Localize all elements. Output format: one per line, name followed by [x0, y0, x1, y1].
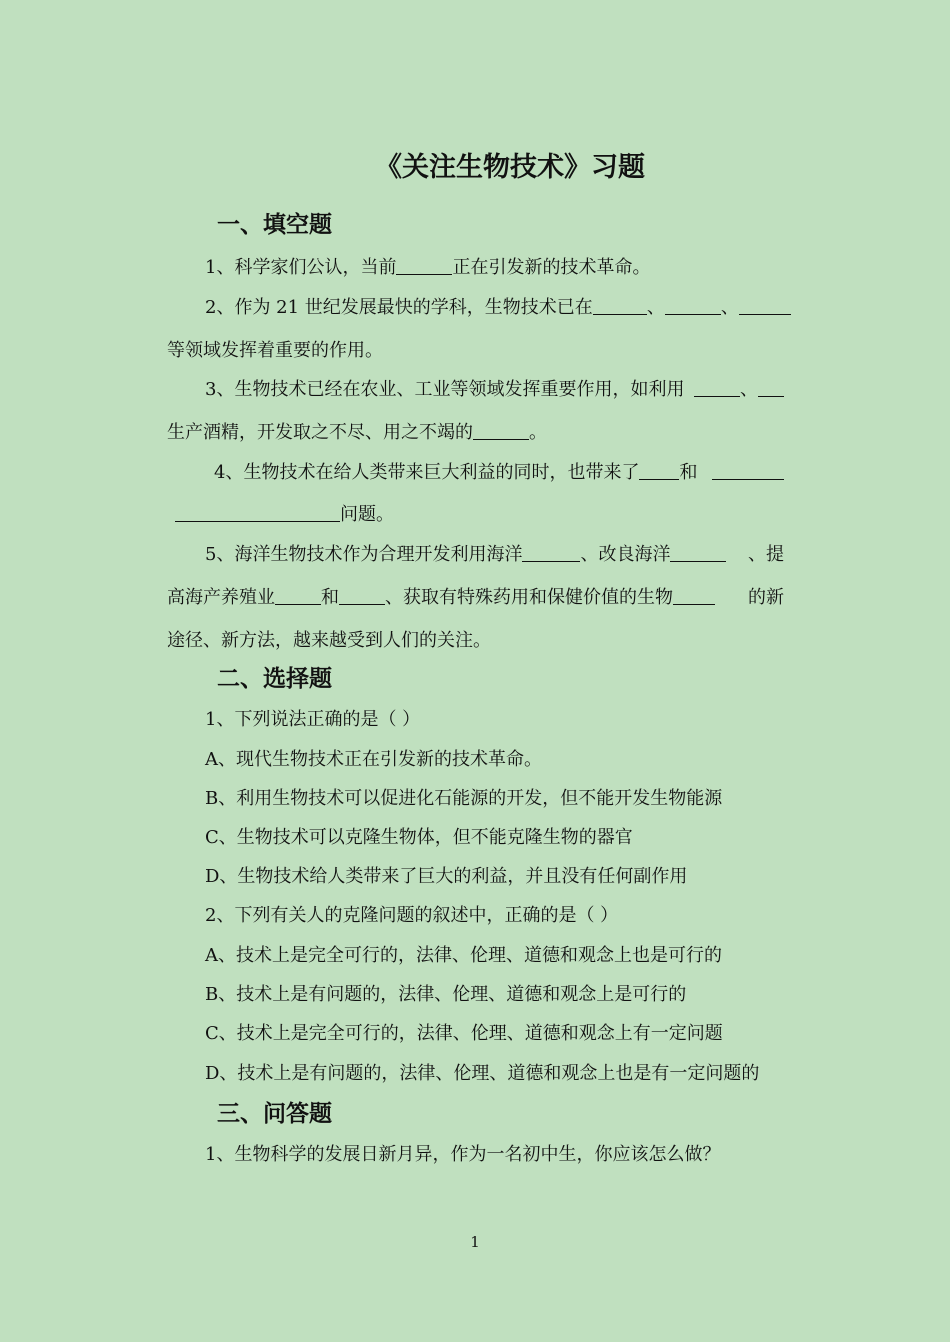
fill-q5-text-f: 、获取有特殊药用和保健价值的生物: [385, 587, 673, 608]
answer-blank: [665, 296, 721, 315]
fill-question-3: [167, 378, 784, 402]
fill-q1-text-a: 1、科学家们公认，当前: [205, 257, 397, 278]
fill-q3-cont-b: 。: [529, 422, 547, 443]
fill-question-2: [167, 296, 784, 320]
fill-q2-continuation: 等领域发挥着重要的作用。: [167, 340, 383, 361]
fill-q2-sep-1: 、: [646, 297, 665, 318]
fill-q3-cont-a: 生产酒精，开发取之不尽、用之不竭的: [167, 422, 473, 443]
fill-q5-text-b: 、改良海洋: [580, 544, 671, 565]
document-title: 《关注生物技术》习题: [375, 152, 645, 183]
answer-blank: [639, 461, 679, 480]
fill-question-5: [167, 543, 784, 567]
answer-blank: [175, 503, 340, 522]
fill-question-4: [167, 461, 784, 485]
answer-blank: [339, 586, 385, 605]
section-heading-qa: 三、问答题: [217, 1101, 332, 1127]
choice-q1-option-b: B、利用生物技术可以促进化石能源的开发，但不能开发生物能源: [205, 788, 723, 809]
choice-question-1-stem: 1、下列说法正确的是（ ）: [205, 709, 421, 730]
answer-blank: [593, 296, 647, 315]
fill-q4-mid: 和: [679, 462, 698, 483]
choice-q2-option-b: B、技术上是有问题的，法律、伦理、道德和观念上是可行的: [205, 984, 687, 1005]
section-heading-choice: 二、选择题: [217, 666, 332, 692]
fill-q5-text-d: 高海产养殖业: [167, 587, 275, 608]
answer-blank: [673, 586, 715, 605]
fill-q5-text-a: 5、海洋生物技术作为合理开发利用海洋: [205, 544, 523, 565]
answer-blank: [275, 586, 321, 605]
answer-blank: [473, 421, 529, 440]
fill-q5-text-e: 和: [321, 587, 339, 608]
answer-blank: [670, 543, 726, 562]
fill-q3-text-a: 3、生物技术已经在农业、工业等领域发挥重要作用，如利用: [205, 379, 685, 400]
fill-q4-continuation: [175, 503, 394, 527]
fill-q2-text-a: 2、作为 21 世纪发展最快的学科，生物技术已在: [205, 297, 593, 318]
fill-q3-sep: 、: [740, 379, 758, 400]
choice-q2-option-a: A、技术上是完全可行的，法律、伦理、道德和观念上也是可行的: [205, 945, 722, 966]
answer-blank: [758, 378, 784, 397]
fill-q3-continuation: [167, 421, 547, 445]
answer-blank: [522, 543, 580, 562]
fill-q5-continuation-1: [167, 586, 784, 610]
choice-q1-option-c: C、生物技术可以克隆生物体，但不能克隆生物的器官: [205, 827, 633, 848]
section-heading-fill: 一、填空题: [217, 212, 332, 238]
page-number: 1: [470, 1233, 480, 1251]
fill-q2-sep-2: 、: [720, 297, 739, 318]
answer-blank: [694, 378, 740, 397]
choice-q1-option-d: D、生物技术给人类带来了巨大的利益，并且没有任何副作用: [205, 866, 688, 887]
answer-blank: [739, 296, 791, 315]
answer-blank: [712, 461, 784, 480]
fill-q5-text-g: 的新: [748, 587, 784, 608]
choice-q1-option-a: A、现代生物技术正在引发新的技术革命。: [205, 749, 542, 770]
fill-q1-text-b: 正在引发新的技术革命。: [452, 257, 651, 278]
fill-q4-cont: 问题。: [340, 504, 394, 525]
fill-q5-text-c: 、提: [748, 544, 784, 565]
fill-q4-text-a: 4、生物技术在给人类带来巨大利益的同时，也带来了: [214, 462, 640, 483]
fill-q5-continuation-2: 途径、新方法，越来越受到人们的关注。: [167, 630, 491, 651]
choice-q2-option-c: C、技术上是完全可行的，法律、伦理、道德和观念上有一定问题: [205, 1023, 723, 1044]
fill-question-1: [205, 256, 650, 280]
answer-blank: [396, 256, 452, 275]
qa-question-1: 1、生物科学的发展日新月异，作为一名初中生，你应该怎么做？: [205, 1144, 721, 1165]
choice-q2-option-d: D、技术上是有问题的，法律、伦理、道德和观念上也是有一定问题的: [205, 1063, 760, 1084]
choice-question-2-stem: 2、下列有关人的克隆问题的叙述中，正确的是（ ）: [205, 905, 619, 926]
